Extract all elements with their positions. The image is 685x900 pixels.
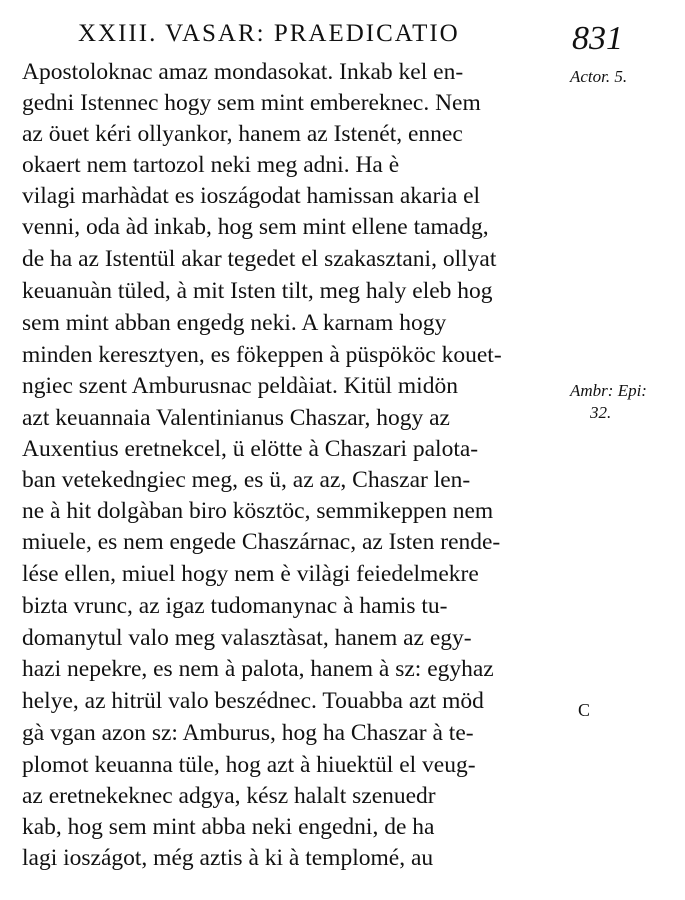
text-line: minden keresztyen, es fökeppen à püspököc kouet- [22, 342, 502, 368]
text-line: miuele, es nem engede Chaszárnac, az Isten rende- [22, 529, 501, 555]
text-line: bizta vrunc, az igaz tudomanynac à hamis tu- [22, 593, 448, 619]
stray-margin-mark: C [578, 700, 591, 720]
text-line: venni, oda àd inkab, hog sem mint ellene tamadg, [22, 214, 489, 240]
text-line: okaert nem tartozol neki meg adni. Ha è [22, 152, 400, 178]
text-line: lése ellen, miuel hogy nem è vilàgi feiedelmekre [22, 561, 479, 587]
margin-note-reference: Actor. 5. [570, 67, 628, 86]
text-line: gedni Istennec hogy sem mint embereknec. Nem [22, 90, 481, 116]
margin-note-reference: Ambr: Epi: [570, 381, 647, 400]
text-line: ne à hit dolgàban biro kösztöc, semmikeppen nem [22, 498, 494, 524]
text-line: Apostoloknac amaz mondasokat. Inkab kel en- [22, 59, 464, 85]
text-line: sem mint abban engedg neki. A karnam hogy [22, 310, 447, 336]
page-number: 831 [572, 20, 623, 57]
text-line: domanytul valo meg valasztàsat, hanem az egy- [22, 625, 472, 651]
text-line: hazi nepekre, es nem à palota, hanem à sz: egyhaz [22, 656, 494, 682]
text-line: kab, hog sem mint abba neki engedni, de ha [22, 814, 435, 840]
running-title: XXIII. VASAR: PRAEDICATIO [78, 20, 460, 47]
text-line: vilagi marhàdat es ioszágodat hamissan akaria el [22, 183, 481, 209]
text-line: Auxentius eretnekcel, ü elötte à Chaszari palota- [22, 436, 479, 462]
text-line: ngiec szent Amburusnac peldàiat. Kitül midön [22, 373, 458, 399]
text-line: helye, az hitrül valo beszédnec. Touabba azt möd [22, 688, 484, 714]
text-line: az öuet kéri ollyankor, hanem az Istenét, ennec [22, 121, 463, 147]
text-line: az eretnekeknec adgya, kész halalt szenuedr [22, 783, 436, 809]
text-line: plomot keuanna tüle, hog azt à hiuektül el veug- [22, 752, 476, 778]
text-line: de ha az Istentül akar tegedet el szakasztani, ollyat [22, 246, 497, 272]
text-line: lagi ioszágot, még aztis à ki à templomé, au [22, 845, 434, 871]
text-line: gà vgan azon sz: Amburus, hog ha Chaszar à te- [22, 720, 474, 746]
text-line: ban vetekedngiec meg, es ü, az az, Chaszar len- [22, 467, 471, 493]
margin-note-reference: 32. [590, 403, 612, 422]
text-line: keuanuàn tüled, à mit Isten tilt, meg haly eleb hog [22, 278, 493, 304]
text-line: azt keuannaia Valentinianus Chaszar, hogy az [22, 405, 450, 431]
